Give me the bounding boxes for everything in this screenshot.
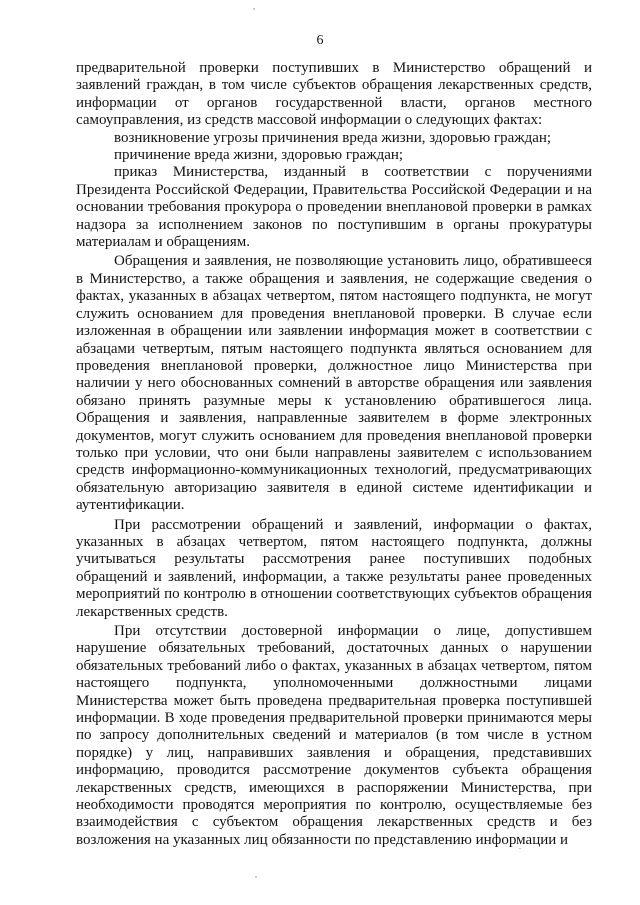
page-number: 6	[316, 33, 324, 48]
scan-speck	[255, 876, 257, 878]
document-body	[76, 60, 592, 849]
list-item-harm: причинение вреда жизни, здоровью граждан;	[114, 147, 404, 164]
scan-speck	[253, 8, 255, 10]
paragraph-prior-results: При рассмотрении обращений и заявлений, информации о фактах, указанных в абзацах четвертом, пятом настоящего подпункта, должны учитываться результаты рассмотрения ранее поступивших подобных обращений и заявлений, информации, а также результаты ранее проведенных мероприятий по контролю в отношении соответствующих субъектов обращения лекарственных средств.	[76, 516, 592, 620]
list-item-threat: возникновение угрозы причинения вреда жизни, здоровью граждан;	[114, 129, 552, 146]
paragraph-anonymous-appeals: Обращения и заявления, не позволяющие установить лицо, обратившееся в Министерство, а также обращения и заявления, не содержащие сведения о фактах, указанных в абзацах четвертом, пятом настоящего подпункта, не могут служить основанием для проведения внеплановой проверки. В случае если изложенная в обращении или заявлении информация может в соответствии с абзацами четвертым, пятым настоящего подпункта являться основанием для проведения внеплановой проверки, должностное лицо Министерства при наличии у него обоснованных сомнений в авторстве обращения или заявления обязано принять разумные меры к установлению обратившегося лица. Обращения и заявления, направленные заявителем в форме электронных документов, могут служить основанием для проведения внеплановой проверки только при условии, что они были направлены заявителем с использованием средств информационно-коммуникационных технологий, предусматривающих обязательную авторизацию заявителя в единой системе идентификации и аутентификации.	[76, 253, 592, 514]
list-item-order: приказ Министерства, изданный в соответствии с поручениями Президента Российской Федерации, Правительства Российской Федерации и на основании требования прокурора о проведении внеплановой проверки в рамках надзора за исполнением законов по поступившим в органы прокуратуры материалам и обращениям.	[76, 164, 592, 251]
scan-speck	[519, 848, 521, 849]
continuation-paragraph: предварительной проверки поступивших в Министерство обращений и заявлений граждан, в том числе субъектов обращения лекарственных средств, информации от органов государственной власти, органов местного самоуправления, из средств массовой информации о следующих фактах:	[76, 60, 592, 129]
paragraph-preliminary-check: При отсутствии достоверной информации о лице, допустившем нарушение обязательных требований, достаточных данных о нарушении обязательных требований либо о фактах, указанных в абзацах четвертом, пятом настоящего подпункта, уполномоченными должностными лицами Министерства может быть проведена предварительная проверка поступившей информации. В ходе проведения предварительной проверки принимаются меры по запросу дополнительных сведений и материалов (в том числе в устном порядке) у лиц, направивших заявления и обращения, представивших информацию, проводится рассмотрение документов субъекта обращения лекарственных средств, имеющихся в распоряжении Министерства, при необходимости проводятся мероприятия по контролю, осуществляемые без взаимодействия с субъектом обращения лекарственных средств и без возложения на указанных лиц обязанности по представлению информации и	[76, 623, 592, 848]
